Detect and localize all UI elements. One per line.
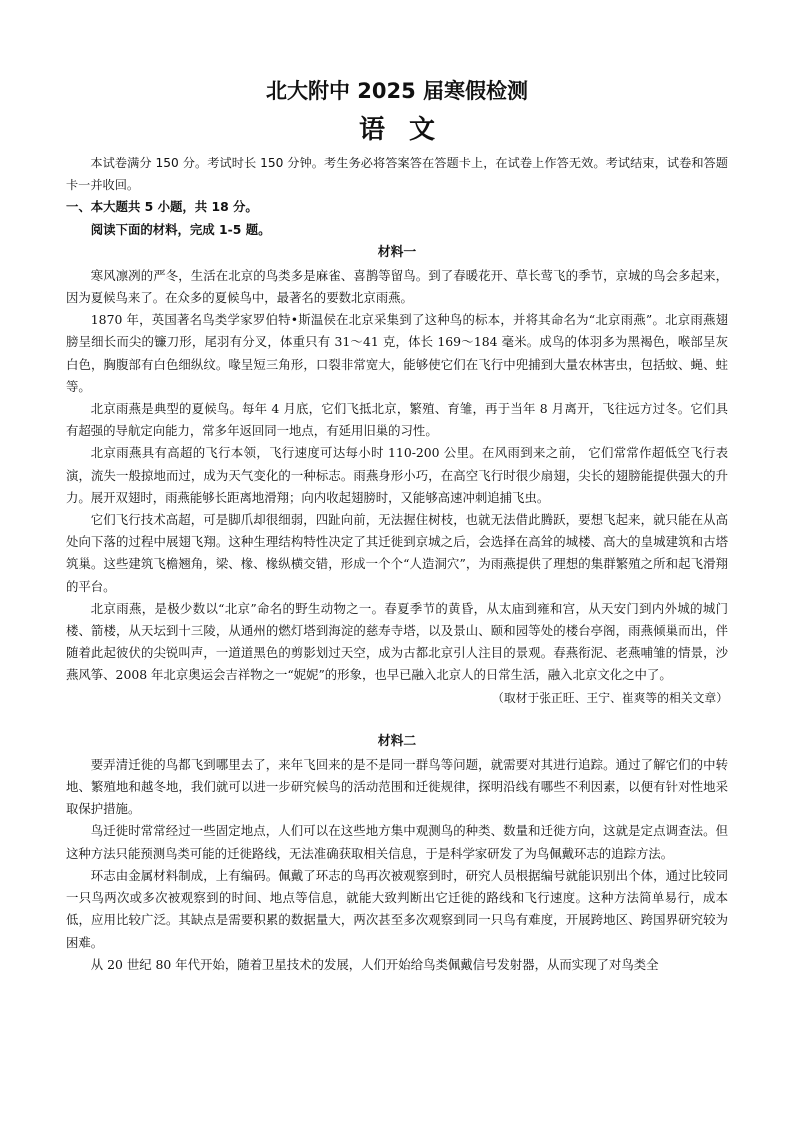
paragraph: 鸟迁徙时常常经过一些固定地点，人们可以在这些地方集中观测鸟的种类、数量和迁徙方向，这就是定点调查法。但这种方法只能预测鸟类可能的迁徙路线，无法准确获取相关信息，于是科学家研发了为鸟佩戴环志的追踪方法。 [66,823,728,861]
subject-title: 语文 [358,115,459,145]
paragraph: 要弄清迁徙的鸟都飞到哪里去了，来年飞回来的是不是同一群鸟等问题，就需要对其进行追踪。通过了解它们的中转地、繁殖地和越冬地，我们就可以进一步研究候鸟的活动范围和迁徙规律，探明沿线有哪些不利因素，以便有针对性地采取保护措施。 [66,756,728,817]
section-heading: 一、本大题共 5 小题，共 18 分。 [66,199,258,215]
paragraph: 北京雨燕具有高超的飞行本领，飞行速度可达每小时 110-200 公里。在风雨到来之前， 它们常常作超低空飞行表演，流失一般掠地而过，成为天气变化的一种标志。雨燕身形小巧，在高空飞行时很少扇翅，尖长的翅膀能提供强大的升力。展开双翅时，雨燕能够长距离地滑翔；向内收起翅膀时，又能够高速冲刺追捕飞虫。 [66,445,728,505]
paragraph: 它们飞行技术高超，可是脚爪却很细弱，四趾向前，无法握住树枝，也就无法借此腾跃，要想飞起来，就只能在从高处向下落的过程中展翅飞翔。这种生理结构特性决定了其迁徙到京城之后，会选择在高耸的城楼、高大的皇城建筑和古塔筑巢。这些建筑飞檐翘角，梁、椽、椽纵横交错，形成一个个“人造洞穴”，为雨燕提供了理想的集群繁殖之所和起飞滑翔的平台。 [66,512,728,594]
paragraph: 北京雨燕是典型的夏候鸟。每年 4 月底，它们飞抵北京，繁殖、育雏，再于当年 8 月离开，飞往远方过冬。它们具有超强的导航定向能力，常多年返回同一地点，有延用旧巢的习性。 [66,401,728,439]
material-two-title: 材料二 [377,733,417,749]
exam-page [66,76,728,976]
exam-title: 北大附中 2025 届寒假检测 [265,79,529,103]
material-one [66,242,728,709]
material-two [66,731,728,976]
exam-instructions: 本试卷满分 150 分。考试时长 150 分钟。考生务必将答案答在答题卡上，在试卷上作答无效。考试结束，试卷和答题卡一并收回。 [66,156,728,193]
paragraph: 环志由金属材料制成，上有编码。佩戴了环志的鸟再次被观察到时，研究人员根据编号就能识别出个体，通过比较同一只鸟两次或多次被观察到的时间、地点等信息，就能大致判断出它迁徙的路线和飞行速度。这种方法简单易行，成本低，应用比较广泛。其缺点是需要积累的数据量大，两次甚至多次观察到同一只鸟有难度，开展跨地区、跨国界研究较为困难。 [66,867,728,950]
material-one-title: 材料一 [377,244,417,260]
paragraph: 北京雨燕，是极少数以“北京”命名的野生动物之一。春夏季节的黄昏，从太庙到雍和宫，从天安门到内外城的城门楼、箭楼，从天坛到十三陵，从通州的燃灯塔到海淀的慈寿寺塔，以及景山、颐和园等处的楼台亭阁，雨燕倾巢而出，伴随着此起彼伏的尖锐叫声，一道道黑色的剪影划过天空，成为古都北京引人注目的景观。春燕衔泥、老燕哺雏的情景，沙燕风筝、2008 年北京奥运会吉祥物之一“妮妮”的形象，也早已融入北京人的日常生活，融入北京文化之中了。 [66,600,728,683]
material-one-source: （取材于张正旺、王宁、崔爽等的相关文章） [492,690,728,705]
paragraph: 1870 年，英国著名鸟类学家罗伯特•斯温侯在北京采集到了这种鸟的标本，并将其命名为“北京雨燕”。北京雨燕翅膀呈细长而尖的镰刀形，尾羽有分叉，体重只有 31～41 克，体长 169～184 毫米。成鸟的体羽多为黑褐色，喉部呈灰白色，胸腹部有白色细纵纹。喙呈短三角形，口裂非常宽大，能够使它们在飞行中兜捕到大量农林害虫，包括蚊、蝇、蛀等。 [66,312,728,394]
paragraph: 寒风凛冽的严冬，生活在北京的鸟类多是麻雀、喜鹊等留鸟。到了春暖花开、草长莺飞的季节，京城的鸟会多起来，因为夏候鸟来了。在众多的夏候鸟中，最著名的要数北京雨燕。 [66,267,728,306]
reading-instruction: 阅读下面的材料，完成 1-5 题。 [90,221,271,237]
paragraph: 从 20 世纪 80 年代开始，随着卫星技术的发展，人们开始给鸟类佩戴信号发射器，从而实现了对鸟类全 [90,956,659,972]
